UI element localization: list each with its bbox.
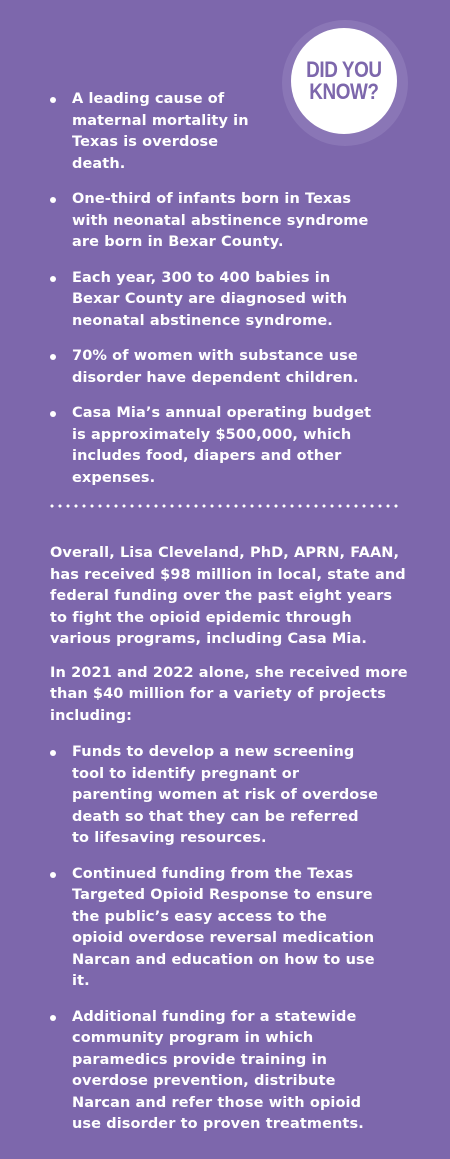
fact-item: A leading cause of maternal mortality in Texas is overdose death. [50, 89, 272, 175]
fact-item: One-third of infants born in Texas with neonatal abstinence syndrome are born in Bexar County. [50, 189, 380, 254]
fact-item: Casa Mia’s annual operating budget is approximately $500,000, which includes food, diapers and other expenses. [50, 403, 380, 489]
projects-list [50, 742, 380, 1136]
projects-intro-paragraph: In 2021 and 2022 alone, she received more than $40 million for a variety of projects including: [50, 664, 408, 724]
facts-list [50, 89, 380, 503]
project-item: Additional funding for a statewide community program in which paramedics provide training in overdose prevention, distribute Narcan and refer those with opioid use disorder to proven treatments. [50, 1007, 380, 1136]
funding-paragraph: Overall, Lisa Cleveland, PhD, APRN, FAAN, has received $98 million in local, state and federal funding over the past eight years to fight the opioid epidemic through various programs, including Casa Mia. [50, 545, 406, 647]
funding-section [50, 543, 410, 1150]
project-item: Continued funding from the Texas Targeted Opioid Response to ensure the public’s easy access to the opioid overdose reversal medication Narcan and education on how to use it. [50, 864, 380, 993]
fact-item: Each year, 300 to 400 babies in Bexar County are diagnosed with neonatal abstinence syndrome. [50, 268, 380, 333]
badge-text: DID YOU KNOW? [306, 57, 382, 104]
dotted-divider [48, 504, 400, 508]
project-item: Funds to develop a new screening tool to identify pregnant or parenting women at risk of overdose death so that they can be referred to lifesaving resources. [50, 742, 380, 850]
fact-item: 70% of women with substance use disorder have dependent children. [50, 346, 380, 389]
